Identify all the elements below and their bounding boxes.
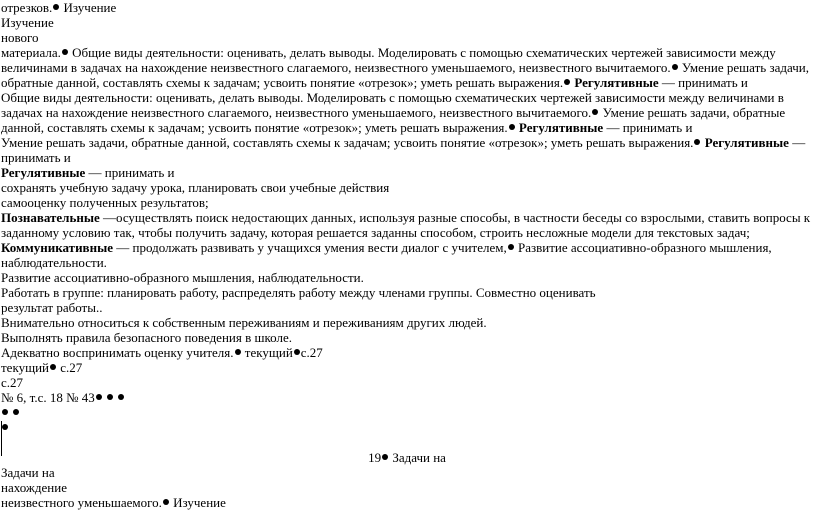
bullet-icon xyxy=(62,49,68,55)
bullet-icon xyxy=(508,244,514,250)
bullet-icon xyxy=(50,364,56,370)
bullet-icon xyxy=(107,394,113,400)
text-line: Задачи на xyxy=(1,465,55,480)
bullet-icon xyxy=(509,124,515,130)
bold-heading: Регулятивные xyxy=(515,120,604,135)
text-fragment: с.27 xyxy=(57,360,83,375)
text-line: результат работы.. xyxy=(1,300,103,315)
text-fragment: — продолжать развивать у учащихся умения вести диалог с учителем, xyxy=(113,240,507,255)
bullet-icon xyxy=(235,349,241,355)
text-line: Развитие ассоциативно-образного мышления, наблюдательности. xyxy=(1,270,364,285)
text-line xyxy=(1,450,813,465)
paragraph xyxy=(1,210,813,240)
text-line: Работать в группе: планировать работу, распределять работу между членами группы. Совместно оценивать xyxy=(1,285,596,300)
text-fragment: Умение решать задачи, обратные данной, составлять схемы к задачам; усвоить понятие «отрезок»; уметь решать выражения. xyxy=(1,105,786,135)
spacer xyxy=(1,435,813,450)
text-fragment: неизвестного уменьшаемого. xyxy=(1,495,162,510)
text-fragment: № 6, т.с. 18 № 43 xyxy=(1,390,95,405)
text-line: самооценку полученных результатов; xyxy=(1,195,209,210)
text-fragment: — принимать и xyxy=(603,120,693,135)
text-fragment: Задачи на xyxy=(389,450,446,465)
bold-heading: Регулятивные xyxy=(571,75,659,90)
text-fragment: Адекватно воспринимать оценку учителя. xyxy=(1,345,234,360)
bold-heading: Познавательные xyxy=(1,210,100,225)
bullet-icon xyxy=(2,409,8,415)
bullet-icon xyxy=(382,454,388,460)
text-line: сохранять учебную задачу урока, планировать свои учебные действия xyxy=(1,180,390,195)
text-line xyxy=(1,495,813,510)
bullet-icon xyxy=(13,409,19,415)
paragraph xyxy=(1,135,813,165)
bullet-icon xyxy=(672,64,678,70)
text-fragment: текущий xyxy=(1,360,50,375)
text-fragment: — принимать и xyxy=(658,75,748,90)
text-fragment: 19 xyxy=(368,450,382,465)
text-fragment: —осуществлять поиск недостающих данных, используя разные способы, в частности беседы со взрослыми, ставить вопросы к заданному условию так, чтобы получить задачу, которая решается заданны способом, строить несложные модели для текстовых задач; xyxy=(1,210,811,240)
text-line: нахождение xyxy=(1,480,67,495)
text-line: Изучение xyxy=(1,15,54,30)
text-fragment: Общие виды деятельности: оценивать, делать выводы. Моделировать с помощью схематических чертежей зависимости между величинами в задачах на нахождение неизвестного слагаемого, неизвестного уменьшаемого, неизвестного вычитаемого. xyxy=(1,45,776,75)
bullet-icon xyxy=(294,349,300,355)
bullet-icon xyxy=(53,4,59,10)
paragraph xyxy=(1,90,813,135)
text-line: Выполнять правила безопасного поведения в школе. xyxy=(1,330,292,345)
text-line xyxy=(1,405,813,420)
text-fragment: — принимать и xyxy=(1,135,806,165)
text-fragment: Изучение xyxy=(169,495,226,510)
text-fragment: материала. xyxy=(1,45,61,60)
bold-heading: Регулятивные xyxy=(701,135,789,150)
bullet-icon xyxy=(592,109,598,115)
text-fragment: Общие виды деятельности: оценивать, делать выводы. Моделировать с помощью схематических чертежей зависимости между величинами в задачах на нахождение неизвестного слагаемого, неизвестного уменьшаемого, неизвестного вычитаемого. xyxy=(1,90,784,120)
text-line: нового xyxy=(1,30,39,45)
paragraph xyxy=(1,240,813,270)
text-line xyxy=(1,420,813,435)
bullet-icon xyxy=(694,139,700,145)
text-fragment: Умение решать задачи, обратные данной, составлять схемы к задачам; усвоить понятие «отрезок»; уметь решать выражения. xyxy=(1,60,809,90)
text-line xyxy=(1,360,813,375)
paragraph xyxy=(1,45,813,90)
text-fragment: отрезков. xyxy=(1,0,53,15)
bullet-icon xyxy=(118,394,124,400)
bullet-icon xyxy=(564,79,570,85)
bullet-icon xyxy=(2,424,8,430)
text-line: Внимательно относиться к собственным переживаниям и переживаниям других людей. xyxy=(1,315,487,330)
text-line xyxy=(1,165,813,180)
bullet-icon xyxy=(163,499,169,505)
bold-heading: Регулятивные xyxy=(1,165,86,180)
text-fragment: с.27 xyxy=(300,345,323,360)
bold-heading: Коммуникативные xyxy=(1,240,113,255)
text-line xyxy=(1,390,813,405)
bullet-icon xyxy=(96,394,102,400)
text-fragment: Изучение xyxy=(60,0,117,15)
text-line xyxy=(1,345,813,360)
text-line: с.27 xyxy=(1,375,24,390)
table-border-line xyxy=(1,421,2,456)
text-fragment: Умение решать задачи, обратные данной, составлять схемы к задачам; усвоить понятие «отрезок»; уметь решать выражения. xyxy=(1,135,694,150)
text-fragment: текущий xyxy=(241,345,293,360)
text-fragment: — принимать и xyxy=(85,165,175,180)
text-line xyxy=(1,0,813,15)
text-fragment: Развитие ассоциативно-образного мышления, наблюдательности. xyxy=(1,240,772,270)
